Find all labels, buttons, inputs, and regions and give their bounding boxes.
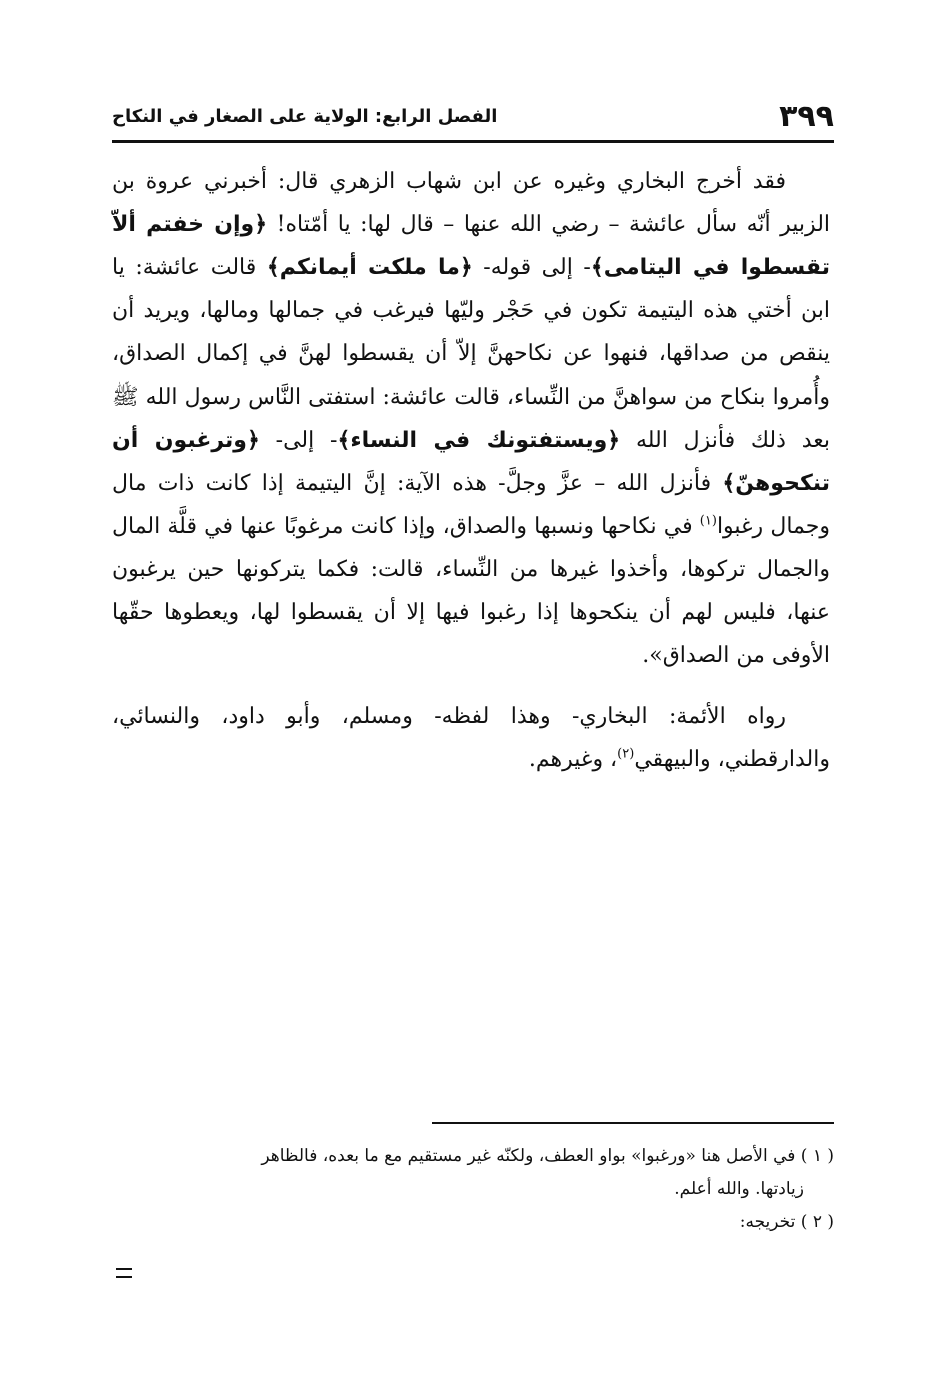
running-title: الفصل الرابع: الولاية على الصغار في النكاح: [112, 105, 498, 127]
paragraph-gap: [112, 677, 830, 695]
continuation-mark: [116, 1268, 132, 1278]
footnote-separator: [432, 1122, 834, 1124]
footnote-2: ( ٢ ) تخريجه:: [739, 1212, 834, 1233]
text-run: رواه الأئمة: البخاري- وهذا لفظه- ومسلم، وأبو داود، والنسائي، والدارقطني، والبيهقي: [112, 704, 830, 773]
page-header: [112, 98, 834, 134]
text-run: - إلى-: [259, 427, 338, 453]
footnote-1-line-1: ( ١ ) في الأصل هنا «ورغبوا» بواو العطف، ولكنّه غير مستقيم مع ما بعده، فالظاهر: [261, 1146, 834, 1166]
text-run: في نكاحها ونسبها والصداق، وإذا كانت مرغوبًا عنها في قلَّة المال والجمال تركوها، وأخذوا غيرها من النِّساء، قالت: فكما يتركونها حين يرغبون عنها، فليس لهم أن ينكحوها إذا رغبوا فيها إلا أن يقسطوا لها، ويعطوها حقّها الأوفى من الصداق».: [112, 513, 830, 669]
main-text: [112, 160, 830, 782]
footnote-1-line-2: زيادتها. والله أعلم.: [674, 1179, 804, 1200]
quran-verse: ﴿ويستفتونك في النساء﴾: [337, 427, 621, 453]
text-run: فأنزل الله – عزَّ وجلَّ- هذه الآية: إنَّ اليتيمة إذا كانت ذات مال وجمال رغبوا: [112, 470, 830, 539]
quran-verse: ﴿ما ملكت أيمانكم﴾: [266, 255, 473, 281]
quran-verse: ﴿وترغبون أن تنكحوهنّ﴾: [112, 427, 830, 496]
text-run: - إلى قوله-: [472, 255, 591, 281]
text-run: ، وغيرهم.: [528, 747, 618, 773]
quran-verse: ﴿وإن خفتم ألاّ تقسطوا في اليتامى﴾: [112, 212, 830, 281]
footnote-ref-2[interactable]: (٢): [617, 747, 635, 763]
text-run: فقد أخرج البخاري وغيره عن ابن شهاب الزهري قال: أخبرني عروة بن الزبير أنّه سأل عائشة – رضي الله عنها – قال لها: يا أمّتاه!: [112, 169, 831, 238]
header-rule: [112, 140, 834, 143]
paragraph-hadith: [112, 160, 830, 677]
page-number: ٣٩٩: [779, 98, 834, 134]
paragraph-narrators: [112, 695, 830, 781]
footnote-ref-1[interactable]: (١): [699, 513, 717, 529]
text-run: قالت عائشة: يا ابن أختي هذه اليتيمة تكون في حَجْر وليّها فيرغب في جمالها ومالها، ويريد أن ينقص من صداقها، فنهوا عن نكاحهنَّ إلاّ أن يقسطوا لهنَّ في إكمال الصداق، وأُمروا بنكاح من سواهنَّ من النِّساء، قالت عائشة: استفتى النَّاس رسول الله ﷺ بعد ذلك فأنزل الله: [112, 255, 830, 453]
footnotes: [112, 1140, 834, 1239]
